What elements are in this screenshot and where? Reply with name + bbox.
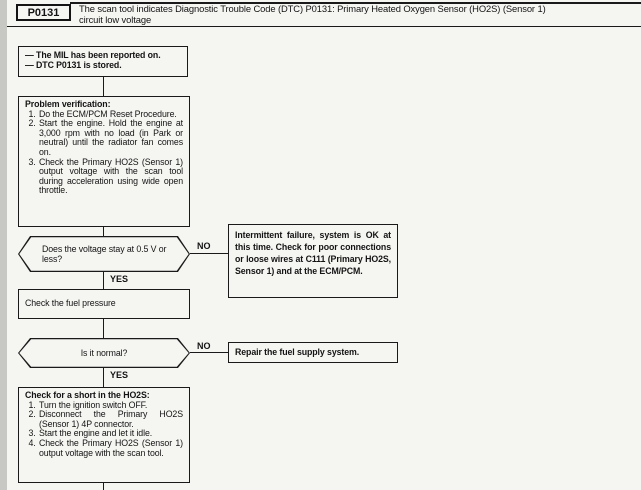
status-box bbox=[18, 46, 188, 77]
short-check-step: 1. Turn the ignition switch OFF. bbox=[38, 401, 183, 411]
connector-fuel-to-decision2 bbox=[103, 319, 104, 338]
short-check-box bbox=[18, 387, 190, 483]
connector-yes-branch-2 bbox=[103, 368, 104, 387]
header-rule bbox=[7, 26, 641, 27]
yes-label-2: YES bbox=[110, 370, 129, 380]
header-description-line1: The scan tool indicates Diagnostic Trouble Code (DTC) P0131: Primary Heated Oxygen Sensor (HO2S) (Sensor 1) bbox=[79, 3, 546, 14]
short-check-title: Check for a short in the HO2S: bbox=[25, 390, 150, 400]
no-label-1: NO bbox=[197, 241, 211, 251]
problem-verification-title: Problem verification: bbox=[25, 99, 111, 109]
problem-verification-steps bbox=[25, 110, 183, 196]
decision-normal-question: Is it normal? bbox=[80, 348, 128, 358]
dtc-code: P0131 bbox=[27, 6, 60, 19]
page-edge-shadow bbox=[0, 0, 7, 490]
decision-voltage-question: Does the voltage stay at 0.5 V or less? bbox=[42, 244, 167, 264]
fuel-pressure-box: Check the fuel pressure bbox=[18, 289, 190, 319]
short-check-step: 2. Disconnect the Primary HO2S (Sensor 1) 4P connector. bbox=[38, 410, 183, 429]
verification-step: 3. Check the Primary HO2S (Sensor 1) output voltage with the scan tool during acceleration using wide open throttle. bbox=[38, 158, 183, 196]
connector-no-branch-2 bbox=[190, 352, 228, 353]
problem-verification-box bbox=[18, 96, 190, 227]
connector-status-to-verification bbox=[103, 77, 104, 96]
connector-continues-below bbox=[103, 483, 104, 490]
decision-normal bbox=[18, 338, 190, 368]
connector-no-branch-1 bbox=[190, 253, 228, 254]
header-description bbox=[79, 3, 635, 25]
short-check-step: 4. Check the Primary HO2S (Sensor 1) output voltage with the scan tool. bbox=[38, 439, 183, 458]
short-check-steps bbox=[25, 401, 183, 459]
dtc-code-box bbox=[16, 4, 71, 21]
connector-verification-to-decision1 bbox=[103, 227, 104, 236]
intermittent-failure-box: Intermittent failure, system is OK at this time. Check for poor connections or loose wires at C111 (Primary HO2S, Sensor 1) and at the ECM/PCM. bbox=[228, 224, 398, 298]
verification-step: 2. Start the engine. Hold the engine at 3,000 rpm with no load (in Park or neutral) until the radiator fan comes on. bbox=[38, 119, 183, 157]
status-line-dtc: — DTC P0131 is stored. bbox=[25, 59, 122, 70]
no-label-2: NO bbox=[197, 341, 211, 351]
short-check-step: 3. Start the engine and let it idle. bbox=[38, 429, 183, 439]
verification-step: 1. Do the ECM/PCM Reset Procedure. bbox=[38, 110, 183, 120]
repair-fuel-system-box: Repair the fuel supply system. bbox=[228, 342, 398, 363]
connector-yes-branch-1 bbox=[103, 272, 104, 289]
decision-voltage bbox=[18, 236, 190, 272]
yes-label-1: YES bbox=[110, 274, 129, 284]
header-description-line2: circuit low voltage bbox=[79, 14, 152, 25]
status-line-mil: — The MIL has been reported on. bbox=[25, 50, 161, 60]
